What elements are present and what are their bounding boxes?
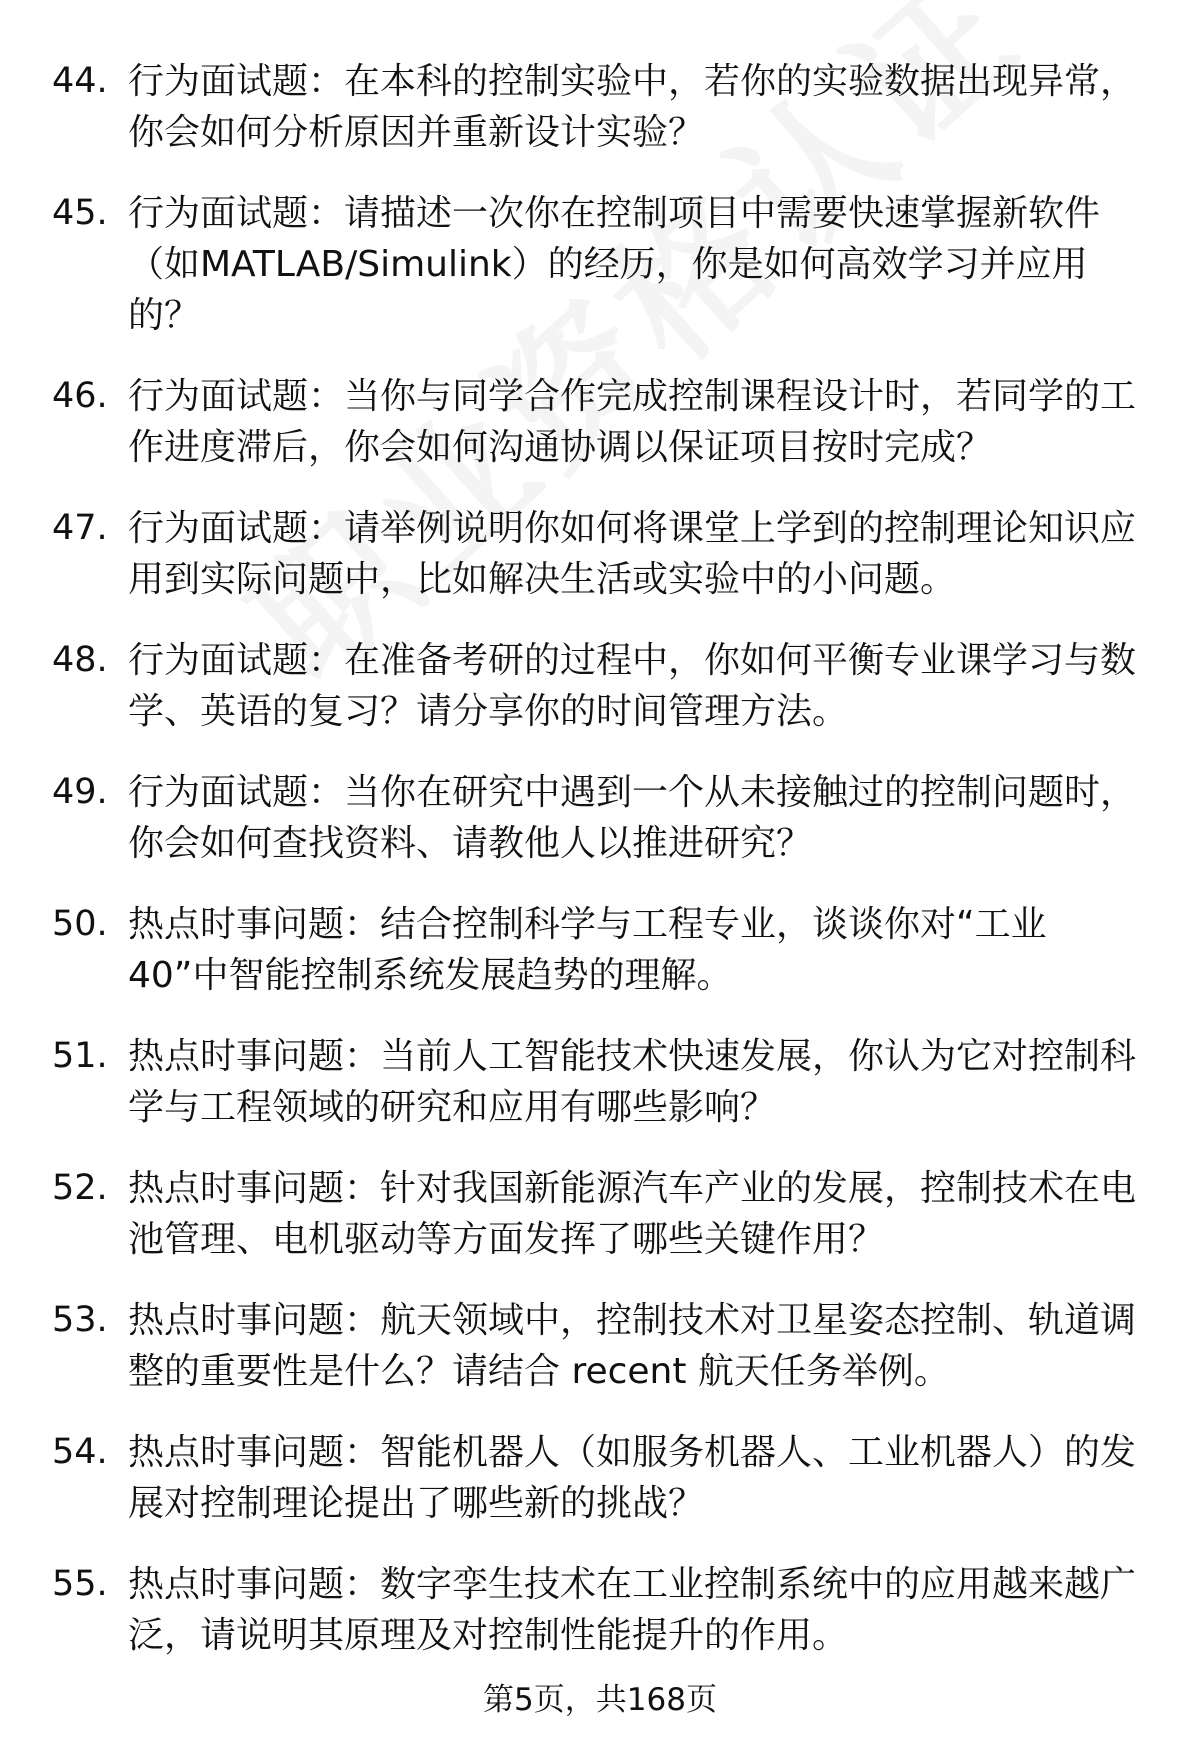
- list-item: [0, 1427, 1200, 1529]
- question-number: 49.: [52, 772, 108, 812]
- question-text: 行为面试题：当你与同学合作完成控制课程设计时，若同学的工作进度滞后，你会如何沟通协调以保证项目按时完成？: [128, 376, 1137, 468]
- question-number: 45.: [52, 193, 108, 233]
- question-text: 热点时事问题：航天领域中，控制技术对卫星姿态控制、轨道调整的重要性是什么？请结合 recent 航天任务举例。: [128, 1300, 1137, 1392]
- question-list: [0, 56, 1200, 1691]
- question-number: 53.: [52, 1300, 108, 1340]
- question-number: 52.: [52, 1168, 108, 1208]
- list-item: [0, 1295, 1200, 1397]
- question-text: 行为面试题：在准备考研的过程中，你如何平衡专业课学习与数学、英语的复习？请分享你的时间管理方法。: [128, 640, 1137, 732]
- question-text: 热点时事问题：针对我国新能源汽车产业的发展，控制技术在电池管理、电机驱动等方面发挥了哪些关键作用？: [128, 1168, 1137, 1260]
- question-number: 46.: [52, 376, 108, 416]
- question-number: 44.: [52, 61, 108, 101]
- page-number: 第5页，共168页: [483, 1682, 717, 1718]
- question-text: 行为面试题：当你在研究中遇到一个从未接触过的控制问题时，你会如何查找资料、请教他人以推进研究？: [128, 772, 1137, 864]
- question-text: 行为面试题：请举例说明你如何将课堂上学到的控制理论知识应用到实际问题中，比如解决生活或实验中的小问题。: [128, 508, 1137, 600]
- list-item: [0, 56, 1200, 158]
- list-item: [0, 1031, 1200, 1133]
- list-item: [0, 188, 1200, 341]
- question-text: 行为面试题：在本科的控制实验中，若你的实验数据出现异常，你会如何分析原因并重新设计实验？: [128, 61, 1137, 153]
- question-number: 55.: [52, 1564, 108, 1604]
- question-number: 48.: [52, 640, 108, 680]
- question-text: 热点时事问题：当前人工智能技术快速发展，你认为它对控制科学与工程领域的研究和应用有哪些影响？: [128, 1036, 1137, 1128]
- list-item: [0, 899, 1200, 1001]
- list-item: [0, 1559, 1200, 1661]
- question-text: 热点时事问题：结合控制科学与工程专业，谈谈你对“工业40”中智能控制系统发展趋势的理解。: [128, 904, 1047, 996]
- list-item: [0, 371, 1200, 473]
- question-text: 热点时事问题：智能机器人（如服务机器人、工业机器人）的发展对控制理论提出了哪些新的挑战？: [128, 1432, 1137, 1524]
- list-item: [0, 767, 1200, 869]
- question-text: 热点时事问题：数字孪生技术在工业控制系统中的应用越来越广泛，请说明其原理及对控制性能提升的作用。: [128, 1564, 1137, 1656]
- list-item: [0, 503, 1200, 605]
- question-number: 50.: [52, 904, 108, 944]
- list-item: [0, 635, 1200, 737]
- question-text: 行为面试题：请描述一次你在控制项目中需要快速掌握新软件（如MATLAB/Simulink）的经历，你是如何高效学习并应用的？: [128, 193, 1101, 336]
- question-number: 51.: [52, 1036, 108, 1076]
- list-item: [0, 1163, 1200, 1265]
- question-number: 47.: [52, 508, 108, 548]
- question-number: 54.: [52, 1432, 108, 1472]
